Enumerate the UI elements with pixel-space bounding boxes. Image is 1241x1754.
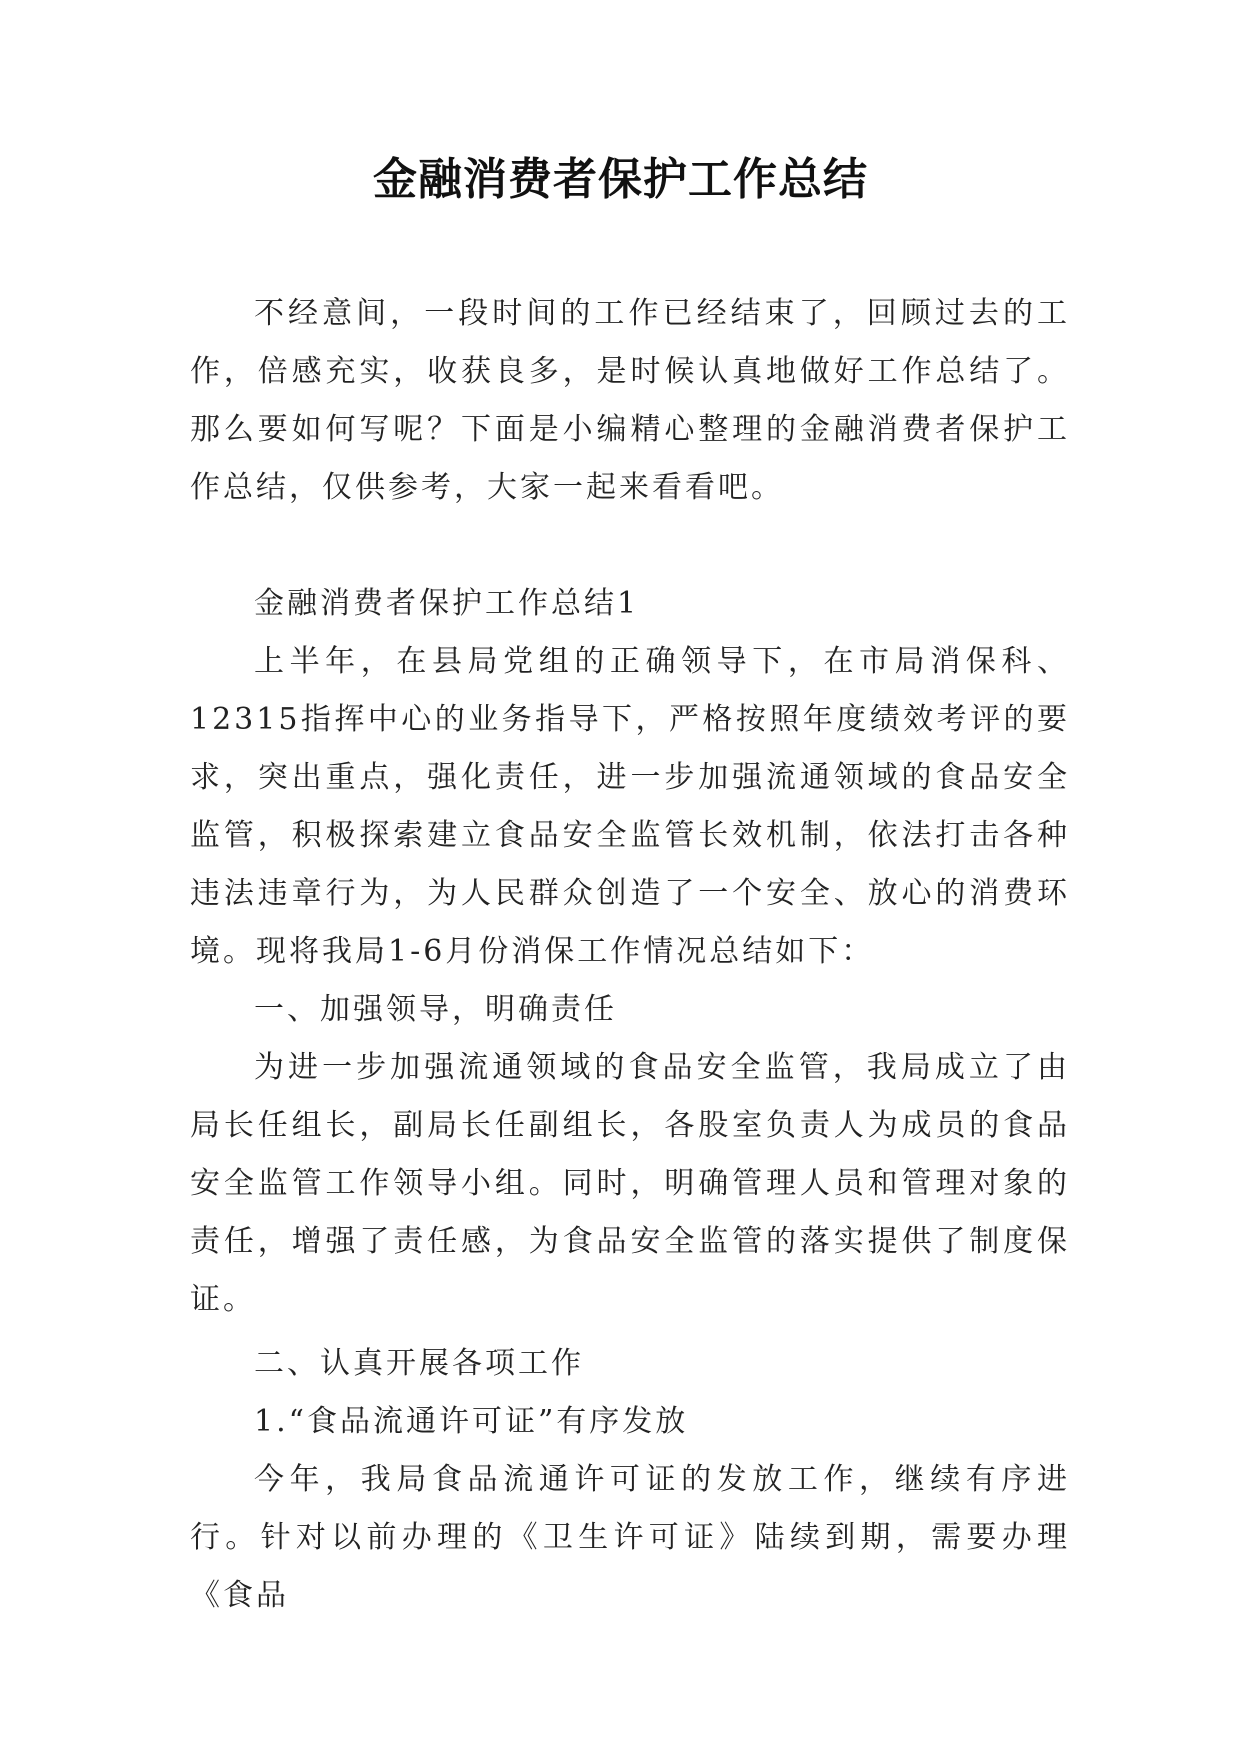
intro-paragraph: 不经意间，一段时间的工作已经结束了，回顾过去的工作，倍感充实，收获良多，是时候认真地做好工作总结了。那么要如何写呢？下面是小编精心整理的金融消费者保护工作总结，仅供参考，大家一起来看看吧。 — [190, 296, 1070, 505]
body-paragraph: 上半年，在县局党组的正确领导下，在市局消保科、12315指挥中心的业务指导下，严格按照年度绩效考评的要求，突出重点，强化责任，进一步加强流通领域的食品安全监管，积极探索建立食品安全监管长效机制，依法打击各种违法违章行为，为人民群众创造了一个安全、放心的消费环境。现将我局1-6月份消保工作情况总结如下： — [190, 644, 1070, 969]
document-title: 金融消费者保护工作总结 — [373, 154, 868, 205]
section-heading-1: 金融消费者保护工作总结1 — [254, 586, 640, 621]
document-body — [190, 285, 1070, 1625]
body-paragraph: 今年，我局食品流通许可证的发放工作，继续有序进行。针对以前办理的《卫生许可证》陆续到期，需要办理《食品 — [190, 1462, 1070, 1613]
subheading-one: 一、加强领导，明确责任 — [254, 992, 617, 1027]
subheading-two: 二、认真开展各项工作 — [254, 1346, 584, 1381]
subheading-item-1: 1.“食品流通许可证”有序发放 — [254, 1404, 689, 1439]
body-paragraph: 为进一步加强流通领域的食品安全监管，我局成立了由局长任组长，副局长任副组长，各股室负责人为成员的食品安全监管工作领导小组。同时，明确管理人员和管理对象的责任，增强了责任感，为食品安全监管的落实提供了制度保证。 — [190, 1050, 1070, 1317]
